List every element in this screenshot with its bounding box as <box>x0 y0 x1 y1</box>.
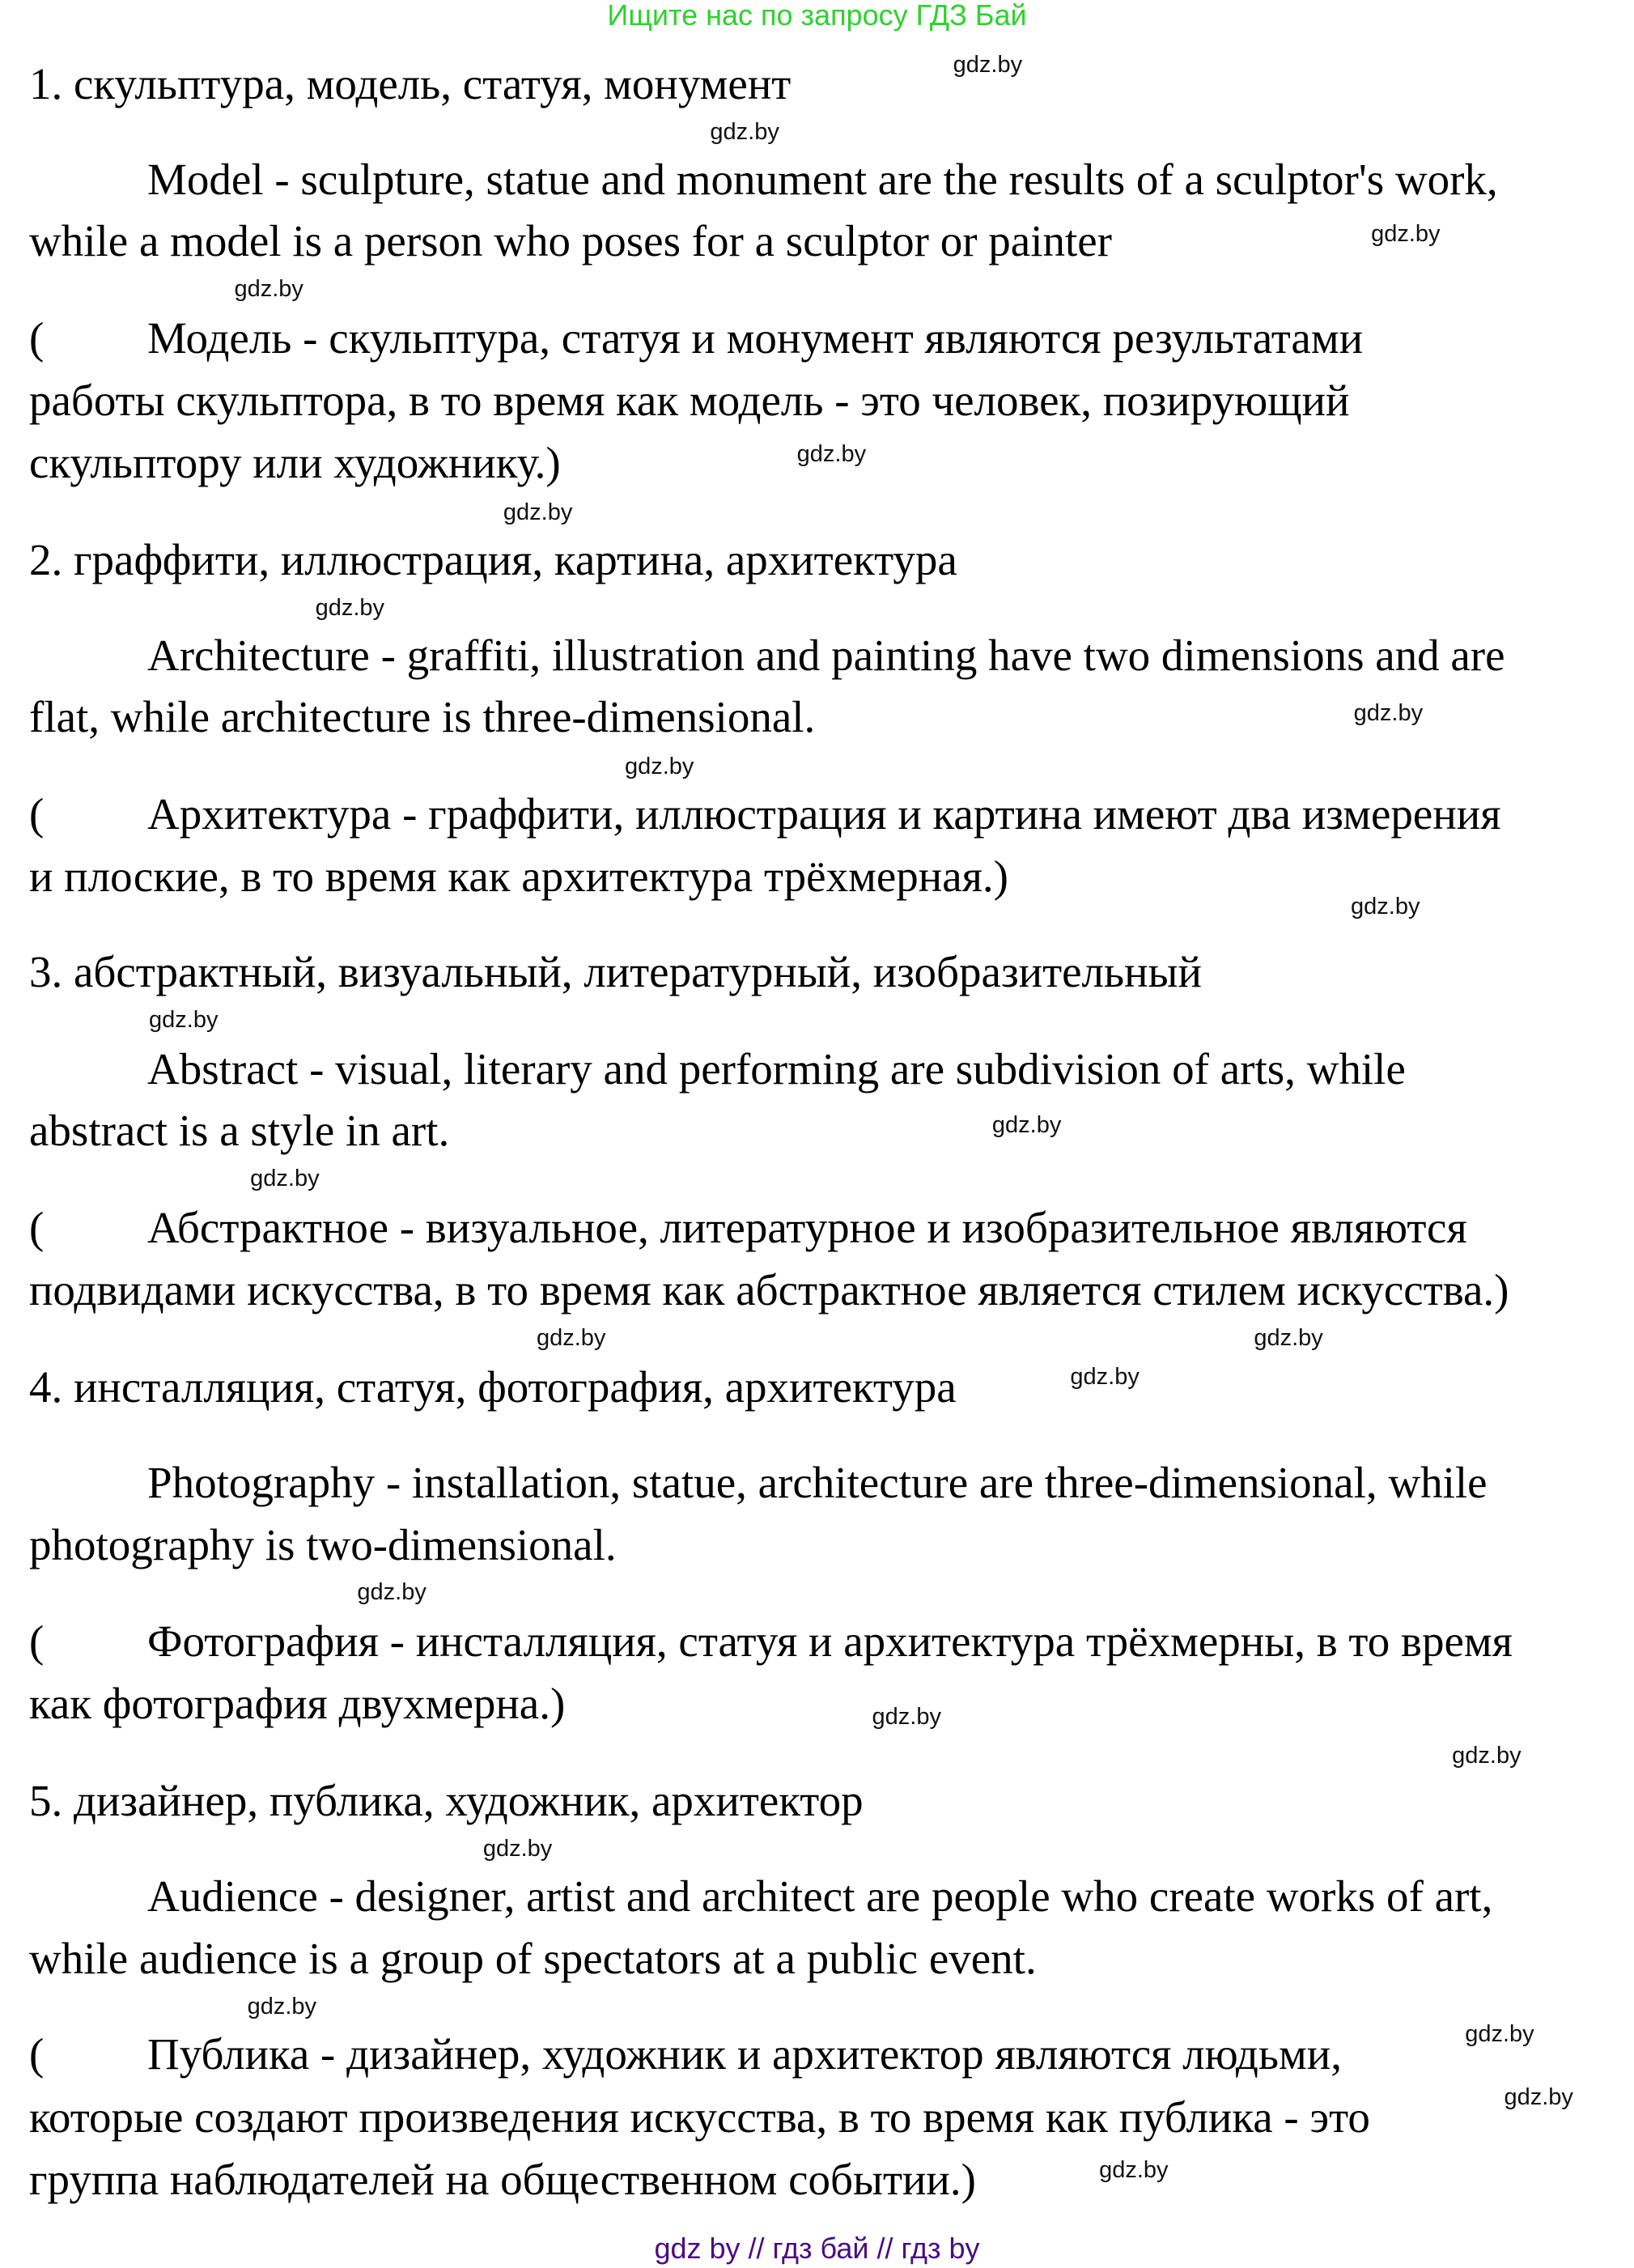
watermark: gdz.by <box>1452 1743 1522 1769</box>
text-line: Абстрактное - визуальное, литературное и изобразительное являются <box>147 1203 1467 1253</box>
promo-header: Ищите нас по запросу ГДЗ Бай <box>607 0 1027 32</box>
text-line: 1. скульптура, модель, статуя, монумент <box>29 58 792 108</box>
watermark: gdz.by <box>503 499 573 525</box>
text-line: как фотография двухмерна.) <box>29 1679 566 1729</box>
watermark: gdz.by <box>1254 1324 1323 1351</box>
text-line: Архитектура - граффити, иллюстрация и картина имеют два измерения <box>147 789 1501 839</box>
watermark: gdz.by <box>149 1006 219 1033</box>
watermark: gdz.by <box>357 1579 427 1606</box>
text-line: while a model is a person who poses for a sculptor or painter <box>29 216 1112 266</box>
text-line: которые создают произведения искусства, в то время как публика - это <box>29 2092 1370 2143</box>
watermark: gdz.by <box>1070 1364 1140 1391</box>
text-line: и плоские, в то время как архитектура трёхмерная.) <box>29 851 1008 901</box>
text-line: Audience - designer, artist and architect are people who create works of art, <box>147 1871 1493 1921</box>
text-line: группа наблюдателей на общественном событии.) <box>29 2155 976 2204</box>
text-line: 4. инсталляция, статуя, фотография, архитектура <box>29 1361 957 1412</box>
open-paren: ( <box>29 1203 45 1253</box>
watermark: gdz.by <box>1465 2020 1534 2047</box>
watermark: gdz.by <box>1353 699 1424 726</box>
open-paren: ( <box>29 2028 45 2079</box>
text-line: Модель - скульптура, статуя и монумент являются результатами <box>147 313 1364 363</box>
text-line: Model - sculpture, statue and monument are the results of a sculptor's work, <box>147 154 1498 204</box>
text-line: подвидами искусства, в то время как абстрактное является стилем искусства.) <box>29 1265 1509 1315</box>
text-line: 5. дизайнер, публика, художник, архитектор <box>29 1775 864 1825</box>
text-line: 2. граффити, иллюстрация, картина, архитектура <box>29 534 957 584</box>
open-paren: ( <box>29 1616 45 1667</box>
watermark: gdz.by <box>872 1704 941 1731</box>
text-line: Photography - installation, statue, architecture are three-dimensional, while <box>147 1457 1488 1507</box>
watermark: gdz.by <box>1504 2084 1573 2111</box>
text-line: flat, while architecture is three-dimensional. <box>29 692 816 742</box>
text-line: скульптору или художнику.) <box>29 437 561 487</box>
watermark: gdz.by <box>1351 894 1420 920</box>
site-footer-link[interactable]: gdz by // гдз бай // гдз by <box>654 2232 980 2265</box>
watermark: gdz.by <box>234 276 303 303</box>
text-line: while audience is a group of spectators at a public event. <box>29 1933 1037 1983</box>
watermark: gdz.by <box>247 1993 317 2020</box>
watermark: gdz.by <box>315 594 385 621</box>
watermark: gdz.by <box>624 754 694 780</box>
watermark: gdz.by <box>1099 2156 1169 2183</box>
watermark: gdz.by <box>991 1112 1062 1139</box>
text-line: Abstract - visual, literary and performing are subdivision of arts, while <box>147 1043 1406 1094</box>
text-line: Architecture - graffiti, illustration and painting have two dimensions and are <box>147 630 1505 680</box>
open-paren: ( <box>29 789 45 839</box>
watermark: gdz.by <box>796 441 867 468</box>
text-line: Публика - дизайнер, художник и архитектор являются людьми, <box>147 2028 1342 2079</box>
watermark: gdz.by <box>536 1324 606 1351</box>
text-line: abstract is a style in art. <box>29 1106 450 1156</box>
text-line: Фотография - инсталляция, статуя и архитектура трёхмерны, в то время <box>147 1616 1513 1667</box>
text-line: 3. абстрактный, визуальный, литературный, изобразительный <box>29 946 1202 996</box>
watermark: gdz.by <box>1371 221 1441 248</box>
watermark: gdz.by <box>250 1166 320 1192</box>
watermark: gdz.by <box>482 1835 553 1862</box>
text-line: photography is two-dimensional. <box>29 1519 617 1569</box>
watermark: gdz.by <box>953 52 1023 79</box>
text-line: работы скульптора, в то время как модель - это человек, позирующий <box>29 375 1350 425</box>
watermark: gdz.by <box>710 118 779 145</box>
open-paren: ( <box>29 313 45 363</box>
